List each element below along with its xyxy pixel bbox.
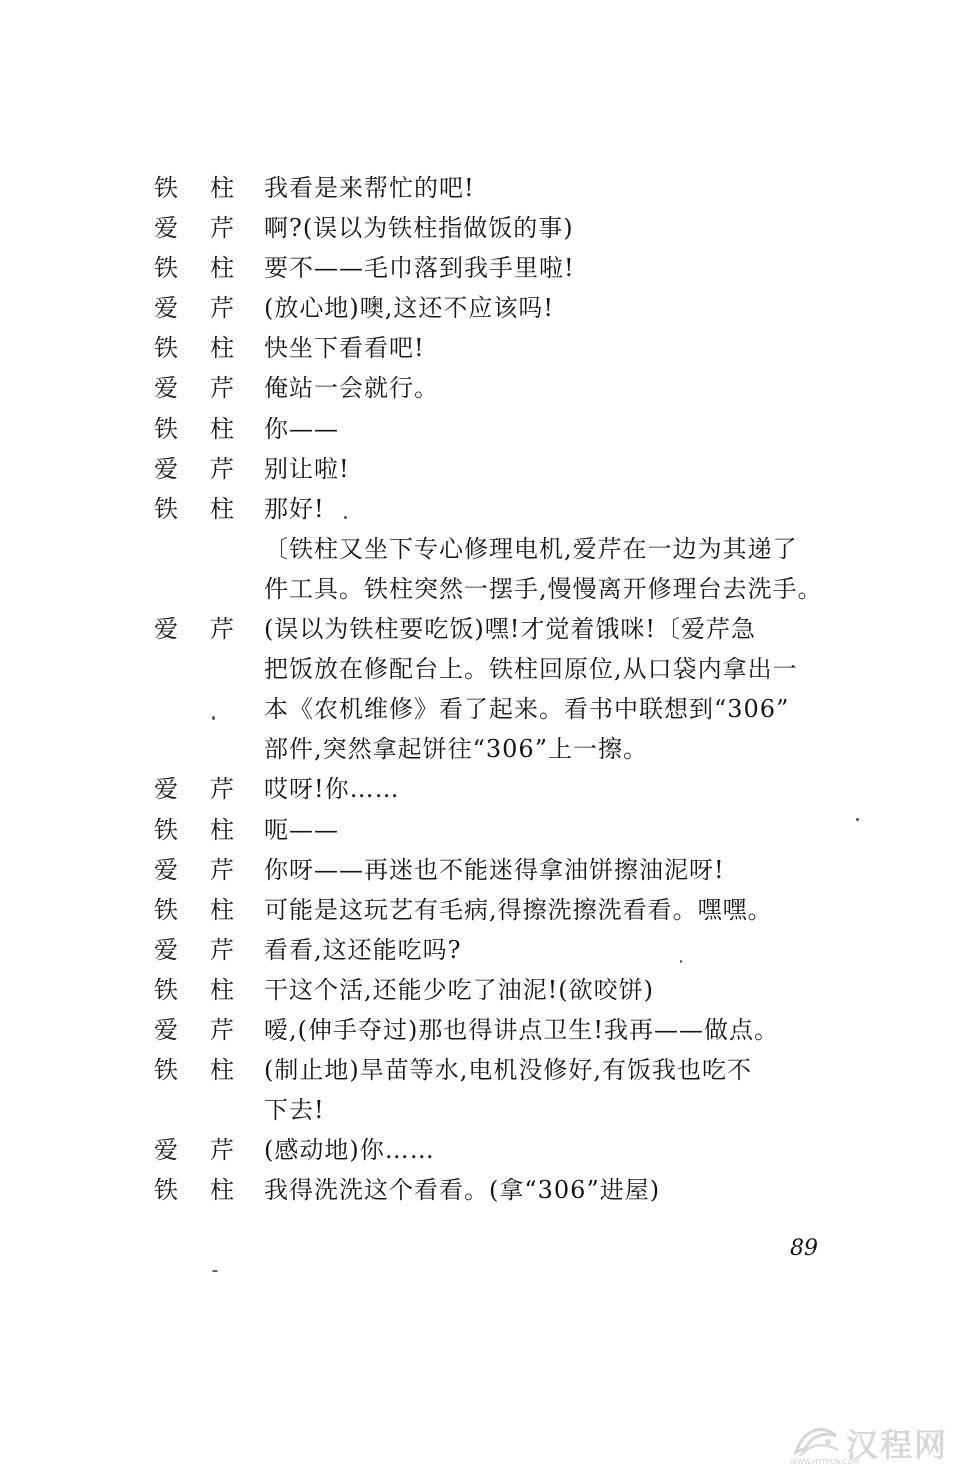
speaker-char-1: 爱 <box>154 935 178 964</box>
dialogue-text: (制止地)旱苗等水,电机没修好,有饭我也吃不 <box>264 1056 752 1085</box>
dialogue-text: 部件,突然拿起饼往“306”上一擦。 <box>264 735 648 764</box>
speaker-char-2: 柱 <box>210 1056 234 1085</box>
speaker-char-1: 铁 <box>154 494 178 523</box>
speaker-char-1: 铁 <box>154 174 178 202</box>
speaker-char-2: 柱 <box>210 334 234 363</box>
speaker-char-1: 爱 <box>154 775 178 804</box>
dialogue-text: 哎呀!你…… <box>264 775 400 804</box>
scan-speck <box>856 818 859 821</box>
speaker-char-2: 芹 <box>210 374 234 403</box>
script-line <box>154 609 874 649</box>
speaker-char-1: 爱 <box>154 454 178 483</box>
dialogue-text: 别让啦! <box>264 454 350 483</box>
speaker-char-1: 爱 <box>154 214 178 243</box>
speaker-char-2: 芹 <box>210 935 234 964</box>
script-line <box>154 1010 874 1050</box>
speaker-char-2: 柱 <box>210 174 234 202</box>
script-line <box>154 850 874 890</box>
script-line <box>154 890 874 930</box>
dialogue-text: 件工具。铁柱突然一摆手,慢慢离开修理台去洗手。 <box>264 574 823 603</box>
speaker-char-1: 铁 <box>154 254 178 283</box>
scan-speck <box>680 960 682 963</box>
script-line <box>154 1050 874 1090</box>
script-line <box>154 489 874 529</box>
speaker-char-1: 爱 <box>154 615 178 644</box>
dialogue-text: (感动地)你…… <box>264 1136 435 1165</box>
script-line <box>154 970 874 1010</box>
speaker-char-2: 柱 <box>210 1176 234 1205</box>
dialogue-text: 啊?(误以为铁柱指做饭的事) <box>264 214 574 243</box>
script-line <box>154 569 874 609</box>
script-line <box>154 409 874 449</box>
dialogue-text: 呃—— <box>264 815 339 844</box>
dialogue-text: (放心地)噢,这还不应该吗! <box>264 294 554 323</box>
speaker-char-1: 爱 <box>154 374 178 403</box>
watermark-text: 汉程网 <box>846 1426 949 1464</box>
script-line <box>154 769 874 809</box>
speaker-char-2: 柱 <box>210 975 234 1004</box>
dialogue-text: 〔铁柱又坐下专心修理电机,爱芹在一边为其递了 <box>264 534 798 563</box>
dialogue-text: 把饭放在修配台上。铁柱回原位,从口袋内拿出一 <box>264 655 798 684</box>
dialogue-text: 你—— <box>264 414 339 443</box>
script-line <box>154 649 874 689</box>
script-line <box>154 288 874 328</box>
speaker-char-2: 芹 <box>210 855 234 884</box>
script-line <box>154 1090 874 1130</box>
speaker-char-1: 铁 <box>154 975 178 1004</box>
speaker-char-2: 芹 <box>210 294 234 323</box>
watermark-logo-icon <box>790 1422 842 1462</box>
speaker-char-1: 爱 <box>154 1015 178 1044</box>
speaker-char-2: 芹 <box>210 1015 234 1044</box>
script-line <box>154 810 874 850</box>
speaker-char-1: 铁 <box>154 1176 178 1205</box>
speaker-char-2: 芹 <box>210 1136 234 1165</box>
script-line <box>154 689 874 729</box>
dialogue-text: 你呀——再迷也不能迷得拿油饼擦油泥呀! <box>264 855 725 884</box>
speaker-char-1: 爱 <box>154 855 178 884</box>
speaker-char-2: 芹 <box>210 615 234 644</box>
speaker-char-1: 爱 <box>154 1136 178 1165</box>
dialogue-text: 俺站一会就行。 <box>264 374 439 403</box>
speaker-char-2: 柱 <box>210 815 234 844</box>
dialogue-text: (误以为铁柱要吃饭)嘿!才觉着饿咪!〔爱芹急 <box>264 615 757 644</box>
script-line <box>154 529 874 569</box>
script-line <box>154 1170 874 1210</box>
script-line <box>154 248 874 288</box>
script-line <box>154 328 874 368</box>
speaker-char-2: 柱 <box>210 254 234 283</box>
speaker-char-2: 芹 <box>210 214 234 243</box>
dialogue-text: 嗳,(伸手夺过)那也得讲点卫生!我再——做点。 <box>264 1015 779 1044</box>
script-line <box>154 449 874 489</box>
scan-speck <box>212 1270 218 1272</box>
scan-speck <box>212 716 215 720</box>
speaker-char-1: 铁 <box>154 895 178 924</box>
script-line <box>154 168 874 208</box>
script-line <box>154 729 874 769</box>
scan-speck <box>344 516 347 519</box>
speaker-char-1: 铁 <box>154 1056 178 1085</box>
dialogue-text: 我得洗洗这个看看。(拿“306”进屋) <box>264 1176 661 1205</box>
script-line <box>154 368 874 408</box>
speaker-char-1: 爱 <box>154 294 178 323</box>
dialogue-text: 可能是这玩艺有毛病,得擦洗擦洗看看。嘿嘿。 <box>264 895 773 924</box>
script-line <box>154 1130 874 1170</box>
speaker-char-2: 柱 <box>210 414 234 443</box>
dialogue-text: 我看是来帮忙的吧! <box>264 174 475 202</box>
script-text-block <box>154 168 874 1210</box>
speaker-char-2: 芹 <box>210 775 234 804</box>
dialogue-text: 本《农机维修》看了起来。看书中联想到“306” <box>264 695 790 724</box>
page-number: 89 <box>790 1236 818 1261</box>
speaker-char-1: 铁 <box>154 414 178 443</box>
script-line <box>154 930 874 970</box>
speaker-char-2: 柱 <box>210 895 234 924</box>
dialogue-text: 要不——毛巾落到我手里啦! <box>264 254 575 283</box>
dialogue-text: 干这个活,还能少吃了油泥!(欲咬饼) <box>264 975 654 1004</box>
speaker-char-2: 芹 <box>210 454 234 483</box>
dialogue-text: 下去! <box>264 1096 325 1125</box>
dialogue-text: 那好! <box>264 494 325 523</box>
watermark <box>790 1418 960 1466</box>
dialogue-text: 快坐下看看吧! <box>264 334 425 363</box>
speaker-char-1: 铁 <box>154 334 178 363</box>
speaker-char-2: 柱 <box>210 494 234 523</box>
dialogue-text: 看看,这还能吃吗? <box>264 935 462 964</box>
watermark-url: WWW.HTTPCN.COM <box>790 1458 859 1466</box>
speaker-char-1: 铁 <box>154 815 178 844</box>
script-line <box>154 208 874 248</box>
